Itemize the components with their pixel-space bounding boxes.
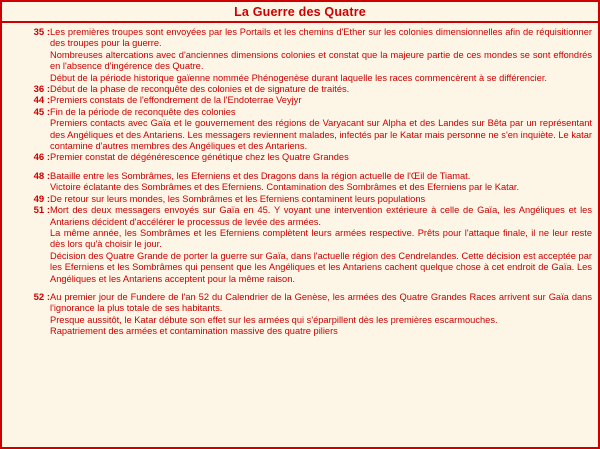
entry-paragraph: Début de la période historique gaïenne nommée Phénogenèse durant laquelle les races commencèrent à se différencier. bbox=[50, 72, 548, 83]
document-title-bar bbox=[2, 2, 598, 23]
entry-year: 36 : bbox=[33, 84, 50, 96]
entry-text bbox=[50, 194, 592, 205]
entry-paragraph: Presque aussitôt, le Katar débute son effet sur les armées qui s'éparpillent dès les premières escarmouches. bbox=[50, 314, 498, 325]
entry-year: 46 : bbox=[33, 152, 50, 164]
entry-year: 48 : bbox=[33, 170, 50, 182]
row-spacer bbox=[6, 285, 592, 292]
entry-paragraph: Premiers constats de l'effondrement de la l'Endoterrae Veyjyr bbox=[50, 95, 302, 106]
table-row bbox=[6, 95, 592, 106]
entry-paragraph: Les premières troupes sont envoyées par les Portails et les chemins d'Ether sur les colonies dimensionnelles afin de réquisitionner des troupes pour la guerre. bbox=[50, 27, 592, 49]
entry-year: 51 : bbox=[33, 205, 50, 217]
timeline-table bbox=[6, 27, 592, 338]
entry-paragraph: Début de la phase de reconquête des colonies et de signature de traités. bbox=[50, 84, 350, 95]
page-title: La Guerre des Quatre bbox=[234, 4, 366, 19]
entry-paragraph: Fin de la période de reconquête des colonies bbox=[50, 106, 236, 117]
spacer-cell bbox=[50, 285, 592, 292]
spacer-cell bbox=[50, 164, 592, 171]
entry-paragraph: Premiers contacts avec Gaïa et le gouvernement des régions de Varyacant sur Alpha et des Landes sur Bêta par un représentant des Angéliques et des Antariens. Les messagers reviennent malades, infectés par le Katar mais personne ne s'en inquiète. Le katar contamine d'autres membres des Angéliques et des Antariens. bbox=[50, 118, 592, 152]
table-row bbox=[6, 27, 592, 84]
table-row bbox=[6, 152, 592, 163]
entry-year: 52 : bbox=[33, 291, 50, 303]
table-row bbox=[6, 107, 592, 153]
entry-year: 44 : bbox=[33, 95, 50, 107]
entry-paragraph: Rapatriement des armées et contamination massive des quatre piliers bbox=[50, 326, 338, 337]
spacer-cell bbox=[6, 285, 50, 292]
table-row bbox=[6, 292, 592, 338]
entry-text bbox=[50, 205, 592, 285]
timeline-body bbox=[6, 27, 592, 338]
entry-year: 49 : bbox=[33, 193, 50, 205]
entry-year: 35 : bbox=[33, 27, 50, 38]
table-row bbox=[6, 194, 592, 205]
entry-paragraph: Mort des deux messagers envoyés sur Gaïa en 45. Y voyant une intervention extérieure à celle de Gaïa, les Angéliques et les Antariens décident d'accélérer le processus de levée des armées. bbox=[50, 205, 592, 227]
row-spacer bbox=[6, 164, 592, 171]
entry-paragraph: Bataille entre les Sombrâmes, les Eferniens et des Dragons dans la région actuelle de l'Œil de Tiamat. bbox=[50, 170, 471, 181]
document-content bbox=[2, 23, 598, 342]
table-row bbox=[6, 84, 592, 95]
entry-text bbox=[50, 107, 592, 153]
entry-paragraph: Nombreuses altercations avec d'anciennes dimensions colonies et constat que la majeure partie de ces mondes se sont effondrés en l'absence d'ingérence des Quatre. bbox=[50, 49, 592, 72]
entry-text bbox=[50, 152, 592, 163]
entry-text bbox=[50, 171, 592, 194]
entry-paragraph: La même année, les Sombrâmes et les Eferniens complètent leurs armées respective. Prêts pour l'attaque finale, il ne leur reste dès lors qu'à choisir le jour. bbox=[50, 227, 592, 250]
entry-text bbox=[50, 95, 592, 106]
entry-text bbox=[50, 292, 592, 338]
entry-year: 45 : bbox=[33, 106, 50, 118]
entry-paragraph: De retour sur leurs mondes, les Sombrâmes et les Eferniens contaminent leurs populations bbox=[50, 193, 426, 204]
entry-paragraph: Premier constat de dégénérescence génétique chez les Quatre Grandes bbox=[50, 152, 349, 163]
entry-paragraph: Décision des Quatre Grande de porter la guerre sur Gaïa, dans l'actuelle région des Cendrelandes. Cette décision est acceptée par les Eferniens et les Sombrâmes qui pensent que les Angéliques et les Antariens cachent quelque chose à cet endroit de Gaïa. Les Angéliques et les Antariens acceptent pour la même raison. bbox=[50, 250, 592, 284]
spacer-cell bbox=[6, 164, 50, 171]
entry-text bbox=[50, 84, 592, 95]
entry-text bbox=[50, 27, 592, 84]
entry-paragraph: Au premier jour de Fundere de l'an 52 du Calendrier de la Genèse, les armées des Quatre Grandes Races arrivent sur Gaïa dans l'ignorance la plus totale de ses habitants. bbox=[50, 291, 592, 314]
table-row bbox=[6, 205, 592, 285]
entry-paragraph: Victoire éclatante des Sombrâmes et des Eferniens. Contamination des Sombrâmes et des Eferniens par le Katar. bbox=[50, 182, 520, 193]
table-row bbox=[6, 171, 592, 194]
